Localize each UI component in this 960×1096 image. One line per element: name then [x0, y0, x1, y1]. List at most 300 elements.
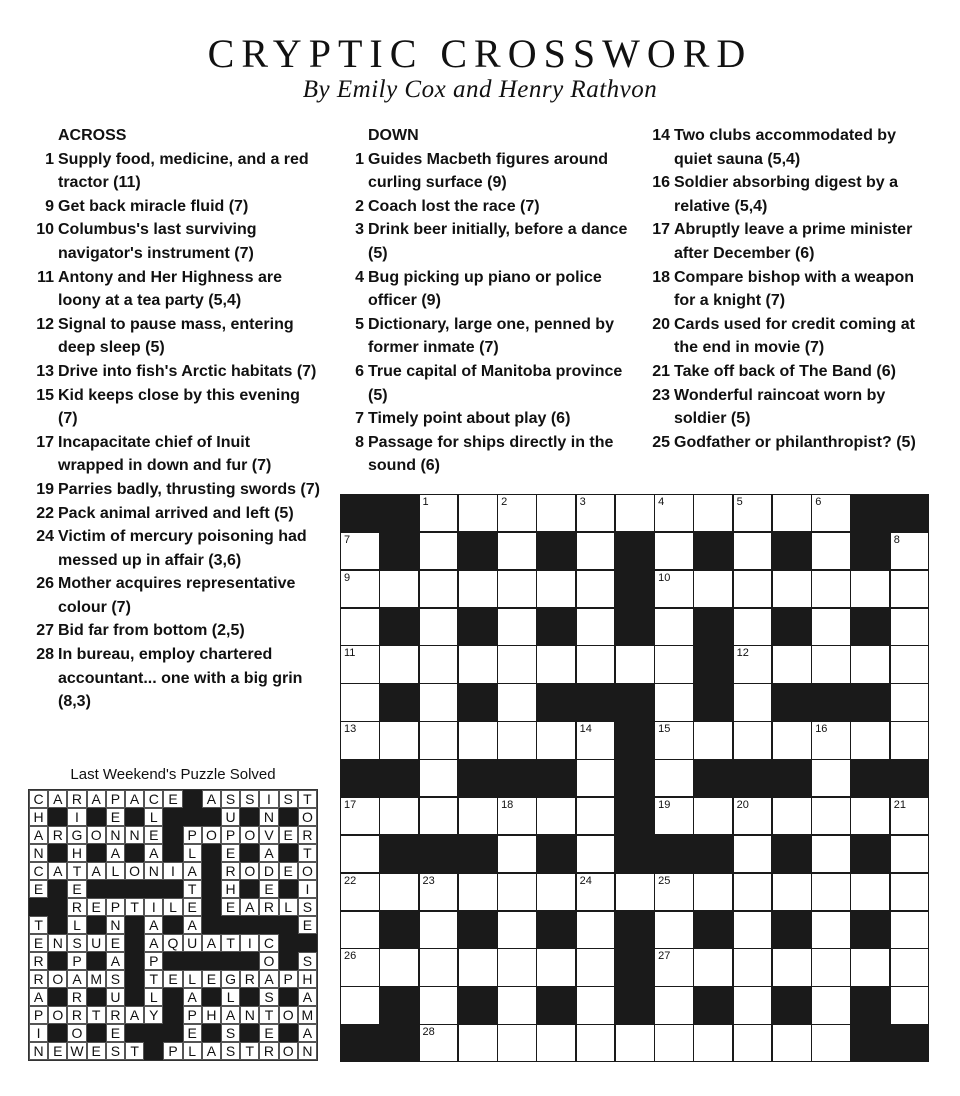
grid-cell[interactable] [576, 570, 616, 608]
solved-black-cell [183, 808, 202, 826]
grid-cell[interactable] [654, 948, 694, 986]
grid-clue-number: 13 [344, 723, 357, 736]
grid-black-cell [615, 797, 655, 835]
grid-black-cell [615, 948, 655, 986]
grid-cell[interactable] [497, 608, 537, 646]
grid-cell[interactable] [850, 948, 890, 986]
solved-black-cell [125, 808, 144, 826]
solved-letter-cell: R [48, 826, 67, 844]
clue-number: 2 [355, 197, 364, 215]
solved-black-cell [240, 988, 259, 1006]
grid-cell[interactable] [536, 948, 576, 986]
clue-text: Guides Macbeth figures around curling surface (9) [368, 150, 609, 192]
clue-number: 1 [355, 150, 364, 168]
grid-clue-number: 24 [579, 874, 592, 887]
solved-letter-cell: A [106, 952, 125, 970]
grid-black-cell [419, 835, 459, 873]
grid-cell[interactable] [497, 797, 537, 835]
solved-black-cell [125, 844, 144, 862]
clue-item [30, 502, 320, 526]
solved-letter-cell: T [29, 916, 48, 934]
solved-black-cell [87, 988, 106, 1006]
grid-cell[interactable] [850, 721, 890, 759]
grid-cell[interactable] [811, 986, 851, 1024]
grid-cell[interactable] [890, 948, 930, 986]
grid-cell[interactable] [576, 873, 616, 911]
grid-cell[interactable] [340, 986, 380, 1024]
grid-clue-number: 10 [658, 571, 671, 584]
clue-number: 15 [36, 386, 54, 404]
clue-item [30, 148, 320, 195]
grid-cell[interactable] [576, 721, 616, 759]
grid-cell[interactable] [811, 494, 851, 532]
grid-cell[interactable] [576, 494, 616, 532]
grid-cell[interactable] [497, 1024, 537, 1062]
grid-cell[interactable] [811, 759, 851, 797]
grid-cell[interactable] [576, 759, 616, 797]
grid-cell[interactable] [458, 873, 498, 911]
clue-item [646, 360, 936, 384]
grid-cell[interactable] [890, 986, 930, 1024]
clue-number: 5 [355, 315, 364, 333]
grid-cell[interactable] [419, 645, 459, 683]
grid-cell[interactable] [733, 645, 773, 683]
grid-cell[interactable] [890, 721, 930, 759]
grid-cell[interactable] [536, 1024, 576, 1062]
grid-black-cell [772, 532, 812, 570]
grid-cell[interactable] [654, 645, 694, 683]
clue-number: 11 [37, 268, 54, 286]
grid-cell[interactable] [497, 948, 537, 986]
clue-number: 18 [652, 268, 670, 286]
grid-black-cell [615, 759, 655, 797]
solved-black-cell [48, 880, 67, 898]
grid-cell[interactable] [654, 532, 694, 570]
solved-letter-cell: T [87, 1006, 106, 1024]
grid-cell[interactable] [733, 570, 773, 608]
grid-cell[interactable] [654, 570, 694, 608]
solved-letter-cell: T [298, 844, 317, 862]
grid-cell[interactable] [890, 570, 930, 608]
solved-letter-cell: I [240, 934, 259, 952]
grid-cell[interactable] [890, 873, 930, 911]
grid-cell[interactable] [654, 911, 694, 949]
grid-cell[interactable] [419, 721, 459, 759]
solved-letter-cell: G [67, 826, 86, 844]
grid-cell[interactable] [419, 608, 459, 646]
grid-black-cell [536, 683, 576, 721]
grid-cell[interactable] [654, 986, 694, 1024]
grid-cell[interactable] [654, 1024, 694, 1062]
grid-cell[interactable] [576, 948, 616, 986]
grid-cell[interactable] [615, 1024, 655, 1062]
solved-letter-cell: E [144, 826, 163, 844]
grid-cell[interactable] [615, 494, 655, 532]
grid-cell[interactable] [654, 608, 694, 646]
clue-text: Drink beer initially, before a dance (5) [368, 221, 628, 262]
solved-letter-cell: T [221, 934, 240, 952]
solved-letter-cell: R [67, 988, 86, 1006]
grid-clue-number: 2 [501, 496, 508, 508]
grid-cell[interactable] [576, 1024, 616, 1062]
grid-cell[interactable] [419, 494, 459, 532]
solved-letter-cell: R [240, 970, 259, 988]
solved-black-cell [48, 1024, 67, 1042]
solved-letter-cell: E [163, 790, 182, 808]
grid-black-cell [536, 835, 576, 873]
solved-letter-cell: I [259, 790, 278, 808]
grid-cell[interactable] [733, 532, 773, 570]
clue-text: Bid far from bottom (2,5) [58, 622, 245, 640]
grid-cell[interactable] [536, 797, 576, 835]
grid-cell[interactable] [458, 721, 498, 759]
grid-cell[interactable] [733, 797, 773, 835]
grid-cell[interactable] [733, 1024, 773, 1062]
grid-cell[interactable] [890, 683, 930, 721]
clue-item [30, 619, 320, 643]
grid-cell[interactable] [693, 721, 733, 759]
solved-letter-cell: E [29, 880, 48, 898]
grid-clue-number: 1 [422, 496, 429, 508]
grid-cell[interactable] [458, 797, 498, 835]
grid-cell[interactable] [340, 570, 380, 608]
grid-cell[interactable] [379, 873, 419, 911]
grid-cell[interactable] [811, 570, 851, 608]
grid-cell[interactable] [340, 683, 380, 721]
grid-cell[interactable] [890, 835, 930, 873]
grid-cell[interactable] [772, 948, 812, 986]
grid-cell[interactable] [497, 835, 537, 873]
grid-cell[interactable] [458, 948, 498, 986]
solved-letter-cell: T [125, 898, 144, 916]
grid-clue-number: 6 [815, 496, 822, 508]
grid-cell[interactable] [733, 608, 773, 646]
grid-cell[interactable] [576, 986, 616, 1024]
grid-cell[interactable] [890, 608, 930, 646]
solved-letter-cell: D [259, 862, 278, 880]
solved-letter-cell: Q [163, 934, 182, 952]
solved-black-cell [240, 952, 259, 970]
solved-letter-cell: E [29, 934, 48, 952]
solved-letter-cell: O [279, 1006, 298, 1024]
grid-black-cell [693, 911, 733, 949]
solved-letter-cell: S [279, 790, 298, 808]
solved-letter-cell: O [87, 826, 106, 844]
grid-cell[interactable] [419, 759, 459, 797]
solved-letter-cell: A [48, 862, 67, 880]
solved-letter-cell: E [106, 934, 125, 952]
grid-cell[interactable] [419, 873, 459, 911]
clue-item [30, 218, 320, 265]
grid-cell[interactable] [693, 797, 733, 835]
solved-letter-cell: G [221, 970, 240, 988]
grid-black-cell [615, 570, 655, 608]
grid-cell[interactable] [419, 570, 459, 608]
solved-letter-cell: R [106, 1006, 125, 1024]
grid-cell[interactable] [419, 1024, 459, 1062]
grid-cell[interactable] [811, 645, 851, 683]
grid-cell[interactable] [340, 797, 380, 835]
grid-cell[interactable] [811, 532, 851, 570]
grid-cell[interactable] [890, 645, 930, 683]
grid-cell[interactable] [811, 835, 851, 873]
grid-cell[interactable] [654, 683, 694, 721]
grid-black-cell [693, 532, 733, 570]
solved-letter-cell: A [144, 844, 163, 862]
grid-cell[interactable] [379, 721, 419, 759]
grid-cell[interactable] [733, 835, 773, 873]
grid-cell[interactable] [654, 873, 694, 911]
grid-black-cell [772, 835, 812, 873]
solved-letter-cell: N [298, 1042, 317, 1060]
solved-black-cell [202, 988, 221, 1006]
solved-letter-cell: S [298, 898, 317, 916]
grid-clue-number: 27 [658, 950, 671, 963]
grid-cell[interactable] [654, 494, 694, 532]
solved-black-cell [202, 916, 221, 934]
solved-letter-cell: C [259, 934, 278, 952]
grid-cell[interactable] [576, 835, 616, 873]
grid-cell[interactable] [811, 911, 851, 949]
solved-letter-cell: A [259, 844, 278, 862]
clue-text: Incapacitate chief of Inuit wrapped in down and fur (7) [58, 433, 272, 475]
grid-cell[interactable] [733, 721, 773, 759]
solved-letter-cell: E [106, 1024, 125, 1042]
solved-letter-cell: A [29, 826, 48, 844]
grid-cell[interactable] [458, 645, 498, 683]
clue-text: Passage for ships directly in the sound (6) [368, 433, 614, 475]
grid-clue-number: 25 [658, 874, 671, 887]
grid-cell[interactable] [850, 570, 890, 608]
solved-letter-cell: S [221, 1024, 240, 1042]
grid-cell[interactable] [733, 494, 773, 532]
grid-cell[interactable] [340, 911, 380, 949]
grid-cell[interactable] [340, 608, 380, 646]
grid-cell[interactable] [497, 911, 537, 949]
solved-letter-cell: E [87, 1042, 106, 1060]
clue-number: 28 [36, 646, 54, 664]
grid-cell[interactable] [497, 683, 537, 721]
solved-letter-cell: N [48, 934, 67, 952]
grid-cell[interactable] [497, 986, 537, 1024]
grid-cell[interactable] [419, 986, 459, 1024]
grid-cell[interactable] [693, 570, 733, 608]
grid-black-cell [615, 683, 655, 721]
grid-cell[interactable] [379, 645, 419, 683]
grid-cell[interactable] [772, 1024, 812, 1062]
solved-letter-cell: A [221, 1006, 240, 1024]
grid-black-cell [693, 986, 733, 1024]
grid-cell[interactable] [654, 721, 694, 759]
solved-black-cell [221, 952, 240, 970]
grid-cell[interactable] [419, 948, 459, 986]
solved-letter-cell: L [279, 898, 298, 916]
grid-cell[interactable] [340, 721, 380, 759]
grid-cell[interactable] [458, 494, 498, 532]
grid-cell[interactable] [811, 873, 851, 911]
grid-cell[interactable] [772, 797, 812, 835]
grid-cell[interactable] [693, 948, 733, 986]
clue-number: 24 [36, 528, 54, 546]
grid-black-cell [772, 986, 812, 1024]
grid-cell[interactable] [733, 911, 773, 949]
grid-cell[interactable] [497, 494, 537, 532]
grid-cell[interactable] [497, 532, 537, 570]
grid-cell[interactable] [576, 797, 616, 835]
grid-cell[interactable] [536, 873, 576, 911]
grid-black-cell [379, 608, 419, 646]
grid-cell[interactable] [419, 797, 459, 835]
solved-letter-cell: A [202, 790, 221, 808]
grid-cell[interactable] [576, 608, 616, 646]
solved-black-cell [144, 1042, 163, 1060]
grid-cell[interactable] [890, 797, 930, 835]
solved-black-cell [48, 916, 67, 934]
grid-clue-number: 17 [344, 798, 357, 811]
solved-letter-cell: M [298, 1006, 317, 1024]
grid-cell[interactable] [340, 873, 380, 911]
grid-cell[interactable] [536, 721, 576, 759]
clue-text: Godfather or philanthropist? (5) [674, 433, 916, 451]
solved-letter-cell: A [125, 790, 144, 808]
clue-text: Kid keeps close by this evening (7) [58, 386, 300, 428]
solved-letter-cell: R [67, 898, 86, 916]
solved-letter-cell: T [67, 862, 86, 880]
grid-cell[interactable] [811, 721, 851, 759]
clue-text: Abruptly leave a prime minister after December (6) [674, 221, 913, 262]
grid-cell[interactable] [811, 948, 851, 986]
grid-cell[interactable] [419, 532, 459, 570]
grid-cell[interactable] [850, 645, 890, 683]
solved-letter-cell: A [87, 790, 106, 808]
solved-letter-cell: A [87, 862, 106, 880]
grid-cell[interactable] [419, 683, 459, 721]
grid-cell[interactable] [379, 948, 419, 986]
solved-black-cell [125, 934, 144, 952]
grid-cell[interactable] [458, 570, 498, 608]
grid-cell[interactable] [497, 570, 537, 608]
grid-clue-number: 23 [422, 874, 435, 887]
grid-cell[interactable] [772, 494, 812, 532]
grid-cell[interactable] [850, 797, 890, 835]
grid-cell[interactable] [340, 532, 380, 570]
clue-text: Two clubs accommodated by quiet sauna (5,4) [674, 127, 896, 168]
grid-cell[interactable] [811, 1024, 851, 1062]
grid-cell[interactable] [576, 532, 616, 570]
solved-black-cell [298, 934, 317, 952]
grid-cell[interactable] [654, 759, 694, 797]
grid-clue-number: 12 [736, 647, 749, 660]
solved-letter-cell: A [144, 916, 163, 934]
grid-cell[interactable] [615, 873, 655, 911]
solved-letter-cell: O [298, 808, 317, 826]
solved-black-cell [240, 844, 259, 862]
solved-letter-cell: E [279, 862, 298, 880]
solved-letter-cell: E [67, 880, 86, 898]
grid-cell[interactable] [811, 797, 851, 835]
clue-item [646, 313, 936, 360]
grid-cell[interactable] [497, 721, 537, 759]
grid-cell[interactable] [340, 835, 380, 873]
solved-black-cell [163, 952, 182, 970]
clue-number: 14 [652, 127, 670, 144]
grid-cell[interactable] [733, 948, 773, 986]
grid-cell[interactable] [340, 948, 380, 986]
grid-cell[interactable] [733, 873, 773, 911]
grid-cell[interactable] [536, 570, 576, 608]
grid-cell[interactable] [576, 911, 616, 949]
grid-cell[interactable] [419, 911, 459, 949]
grid-cell[interactable] [379, 570, 419, 608]
grid-cell[interactable] [536, 494, 576, 532]
grid-cell[interactable] [772, 873, 812, 911]
solved-black-cell [163, 880, 182, 898]
solved-letter-cell: N [144, 862, 163, 880]
grid-cell[interactable] [733, 683, 773, 721]
grid-cell[interactable] [772, 645, 812, 683]
grid-clue-number: 15 [658, 723, 671, 736]
solved-letter-cell: A [48, 790, 67, 808]
solved-letter-cell: N [29, 1042, 48, 1060]
solved-letter-cell: O [259, 952, 278, 970]
grid-cell[interactable] [890, 532, 930, 570]
grid-cell[interactable] [772, 570, 812, 608]
grid-black-cell [850, 683, 890, 721]
solved-letter-cell: T [125, 1042, 144, 1060]
grid-cell[interactable] [693, 873, 733, 911]
clue-number: 27 [36, 622, 54, 640]
grid-cell[interactable] [340, 645, 380, 683]
grid-black-cell [772, 911, 812, 949]
solved-black-cell [240, 1024, 259, 1042]
grid-cell[interactable] [654, 797, 694, 835]
clue-number: 19 [36, 480, 54, 498]
grid-cell[interactable] [733, 986, 773, 1024]
grid-cell[interactable] [890, 911, 930, 949]
grid-cell[interactable] [576, 645, 616, 683]
grid-black-cell [850, 759, 890, 797]
solved-letter-cell: E [163, 970, 182, 988]
solved-letter-cell: R [29, 970, 48, 988]
clue-item [340, 195, 630, 219]
grid-cell[interactable] [811, 608, 851, 646]
grid-clue-number: 7 [344, 533, 351, 546]
grid-cell[interactable] [536, 645, 576, 683]
grid-cell[interactable] [772, 721, 812, 759]
solved-black-cell [87, 952, 106, 970]
solved-black-cell [125, 988, 144, 1006]
solved-letter-cell: L [183, 970, 202, 988]
grid-cell[interactable] [850, 873, 890, 911]
grid-cell[interactable] [615, 645, 655, 683]
grid-cell[interactable] [693, 494, 733, 532]
grid-cell[interactable] [497, 645, 537, 683]
grid-clue-number: 28 [422, 1026, 435, 1039]
grid-black-cell [536, 759, 576, 797]
clue-item [340, 360, 630, 407]
clue-text: Compare bishop with a weapon for a knight (7) [674, 268, 915, 310]
grid-cell[interactable] [458, 1024, 498, 1062]
clue-number: 23 [652, 386, 670, 404]
grid-black-cell [850, 986, 890, 1024]
solved-letter-cell: S [221, 790, 240, 808]
solved-letter-cell: E [183, 1024, 202, 1042]
grid-cell[interactable] [693, 1024, 733, 1062]
clue-text: In bureau, employ chartered accountant... one with a big grin (8,3) [58, 646, 303, 711]
grid-cell[interactable] [497, 873, 537, 911]
solved-letter-cell: S [67, 934, 86, 952]
grid-cell[interactable] [379, 797, 419, 835]
